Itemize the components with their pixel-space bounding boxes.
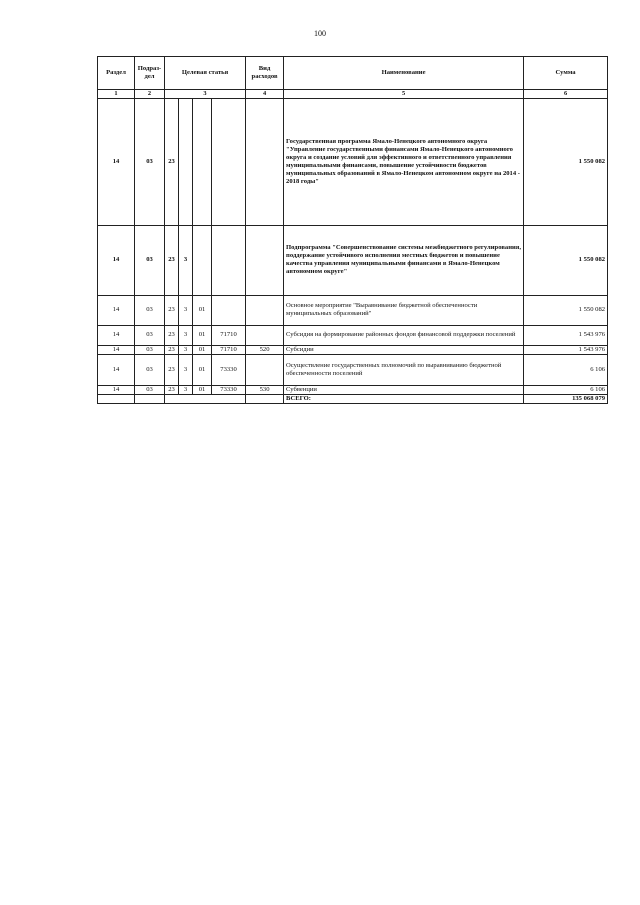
target-code-cell: 73330 — [212, 354, 246, 385]
sum-cell: 1 550 082 — [524, 295, 608, 325]
vid-cell — [246, 325, 284, 345]
target-code-cell — [212, 295, 246, 325]
razdel-cell: 14 — [98, 295, 135, 325]
table-row — [98, 225, 608, 295]
vid-cell: 530 — [246, 385, 284, 394]
target-code-cell — [212, 98, 246, 225]
header-target-article: Целевая статья — [165, 57, 246, 90]
target-code-cell: 23 — [165, 354, 179, 385]
table-row — [98, 345, 608, 354]
name-cell: Субсидии — [284, 345, 524, 354]
header-row — [98, 57, 608, 90]
podrazdel-cell: 03 — [135, 98, 165, 225]
empty-cell — [135, 394, 165, 403]
razdel-cell: 14 — [98, 385, 135, 394]
podrazdel-cell: 03 — [135, 225, 165, 295]
target-code-cell: 3 — [179, 345, 193, 354]
razdel-cell: 14 — [98, 354, 135, 385]
total-label: ВСЕГО: — [284, 394, 524, 403]
name-cell: Подпрограмма "Совершенствование системы межбюджетного регулирования, поддержание устойчивого исполнения местных бюджетов и повышение качества управления муниципальными финансами в Ямало-Ненецком автономном округе" — [284, 225, 524, 295]
column-number: 1 — [98, 90, 135, 99]
table-row — [98, 354, 608, 385]
column-number: 6 — [524, 90, 608, 99]
empty-cell — [98, 394, 135, 403]
name-cell: Государственная программа Ямало-Ненецкого автономного округа "Управление государственными финансами Ямало-Ненецкого автономного округа и создание условий для эффективного и ответственного управления муниципальными финансами, повышение устойчивости бюджетов муниципальных образований в Ямало-Ненецком автономном округе на 2014 - 2018 годы" — [284, 98, 524, 225]
page-number: 100 — [314, 29, 326, 38]
target-code-cell: 23 — [165, 385, 179, 394]
podrazdel-cell: 03 — [135, 295, 165, 325]
podrazdel-cell: 03 — [135, 325, 165, 345]
razdel-cell: 14 — [98, 325, 135, 345]
column-number: 4 — [246, 90, 284, 99]
total-sum: 135 068 079 — [524, 394, 608, 403]
target-code-cell: 3 — [179, 295, 193, 325]
podrazdel-cell: 03 — [135, 354, 165, 385]
empty-cell — [165, 394, 246, 403]
target-code-cell — [212, 225, 246, 295]
total-row — [98, 394, 608, 403]
name-cell: Субсидия на формирование районных фондов финансовой поддержки поселений — [284, 325, 524, 345]
sum-cell: 1 550 082 — [524, 225, 608, 295]
target-code-cell: 23 — [165, 345, 179, 354]
vid-cell — [246, 295, 284, 325]
target-code-cell: 3 — [179, 385, 193, 394]
table-row — [98, 295, 608, 325]
header-sum: Сумма — [524, 57, 608, 90]
razdel-cell: 14 — [98, 225, 135, 295]
header-podrazdel: Подраз-дел — [135, 57, 165, 90]
header-name: Наименование — [284, 57, 524, 90]
table-row — [98, 385, 608, 394]
name-cell: Субвенции — [284, 385, 524, 394]
column-number: 3 — [165, 90, 246, 99]
target-code-cell — [179, 98, 193, 225]
podrazdel-cell: 03 — [135, 345, 165, 354]
target-code-cell: 71710 — [212, 345, 246, 354]
target-code-cell: 23 — [165, 225, 179, 295]
target-code-cell: 01 — [193, 295, 212, 325]
column-number: 5 — [284, 90, 524, 99]
name-cell: Осуществление государственных полномочий по выравниванию бюджетной обеспеченности поселений — [284, 354, 524, 385]
target-code-cell — [193, 225, 212, 295]
header-razdel: Раздел — [98, 57, 135, 90]
target-code-cell: 73330 — [212, 385, 246, 394]
target-code-cell: 01 — [193, 325, 212, 345]
sum-cell: 1 550 082 — [524, 98, 608, 225]
empty-cell — [246, 394, 284, 403]
column-number: 2 — [135, 90, 165, 99]
target-code-cell: 3 — [179, 325, 193, 345]
sum-cell: 6 106 — [524, 354, 608, 385]
target-code-cell: 3 — [179, 225, 193, 295]
target-code-cell: 23 — [165, 325, 179, 345]
podrazdel-cell: 03 — [135, 385, 165, 394]
column-number-row — [98, 90, 608, 99]
target-code-cell: 23 — [165, 98, 179, 225]
vid-cell — [246, 98, 284, 225]
target-code-cell — [193, 98, 212, 225]
vid-cell — [246, 354, 284, 385]
vid-cell — [246, 225, 284, 295]
sum-cell: 1 543 976 — [524, 345, 608, 354]
header-vid-rashodov: Вид расходов — [246, 57, 284, 90]
sum-cell: 6 106 — [524, 385, 608, 394]
target-code-cell: 3 — [179, 354, 193, 385]
target-code-cell: 23 — [165, 295, 179, 325]
target-code-cell: 01 — [193, 385, 212, 394]
table-row — [98, 98, 608, 225]
budget-table — [97, 56, 608, 404]
razdel-cell: 14 — [98, 345, 135, 354]
sum-cell: 1 543 976 — [524, 325, 608, 345]
target-code-cell: 71710 — [212, 325, 246, 345]
target-code-cell: 01 — [193, 345, 212, 354]
razdel-cell: 14 — [98, 98, 135, 225]
vid-cell: 520 — [246, 345, 284, 354]
table-row — [98, 325, 608, 345]
target-code-cell: 01 — [193, 354, 212, 385]
name-cell: Основное мероприятие "Выравнивание бюджетной обеспеченности муниципальных образований" — [284, 295, 524, 325]
